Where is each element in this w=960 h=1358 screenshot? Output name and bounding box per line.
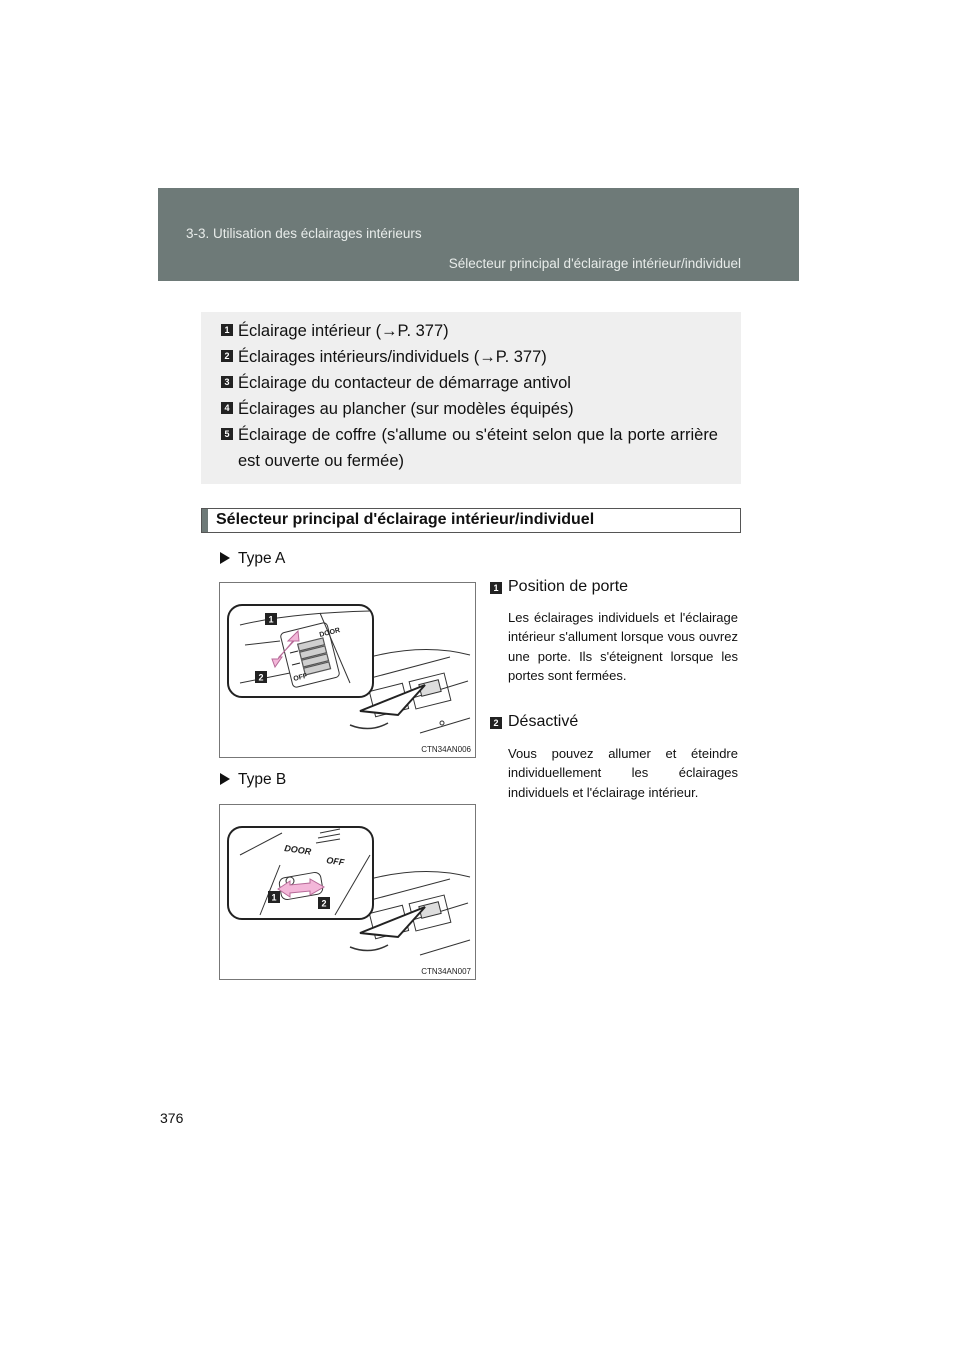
header-subtitle: Sélecteur principal d'éclairage intérieur/individuel [448,256,741,271]
section-title-bar [201,508,741,533]
number-badge: 4 [221,402,233,414]
list-item-text: Éclairage intérieur (→P. 377) [238,322,449,340]
overhead-console-illustration [220,805,475,979]
section-name: 3-3. Utilisation des éclairages intérieurs [186,226,422,241]
off-switch-label: OFF [325,855,345,868]
triangle-bullet-icon [220,773,230,785]
figure-a-callout-1: 1 [268,614,274,625]
number-badge: 2 [221,350,233,362]
list-item-text: Éclairages au plancher (sur modèles équipés) [238,400,574,418]
door-switch-label: DOOR [283,843,312,857]
list-item-text: Éclairages intérieurs/individuels (→P. 377) [238,348,547,366]
position-description-door: Les éclairages individuels et l'éclairage intérieur s'allument lorsque vous ouvrez une porte. Ils s'éteignent lorsque les portes sont fermées. [508,610,738,683]
door-switch-label: DOOR [318,627,341,639]
triangle-bullet-icon [220,552,230,564]
figure-b-callout-2: 2 [321,898,327,909]
position-description-off: Vous pouvez allumer et éteindre individuellement les éclairages individuels et l'éclairage intérieur. [508,746,738,800]
figure-code: CTN34AN007 [421,967,471,976]
off-switch-label: OFF [292,672,309,683]
page-number: 376 [160,1110,184,1126]
figure-b-callout-1: 1 [271,892,277,903]
figure-code: CTN34AN006 [421,745,471,754]
type-b-label [220,771,286,789]
list-item-text: Éclairage de coffre (s'allume ou s'éteint selon que la porte arrière est ouverte ou fermée) [238,426,718,470]
figure-type-a [219,582,476,758]
light-list-box [201,312,741,484]
list-item-text: Éclairage du contacteur de démarrage antivol [238,374,571,392]
position-heading-text: Position de porte [508,578,629,595]
figure-type-b [219,804,476,980]
section-title: Sélecteur principal d'éclairage intérieur/individuel [216,511,595,528]
number-badge: 1 [490,582,502,594]
number-badge: 5 [221,428,233,440]
type-b-text: Type B [238,771,287,788]
number-badge: 1 [221,324,233,336]
type-a-label [220,550,285,568]
type-a-text: Type A [238,550,286,567]
position-heading-text: Désactivé [508,713,579,730]
number-badge: 2 [490,717,502,729]
number-badge: 3 [221,376,233,388]
overhead-console-illustration [220,583,475,757]
figure-a-callout-2: 2 [258,672,264,683]
section-title-mark [202,509,208,532]
page-header [158,188,799,281]
